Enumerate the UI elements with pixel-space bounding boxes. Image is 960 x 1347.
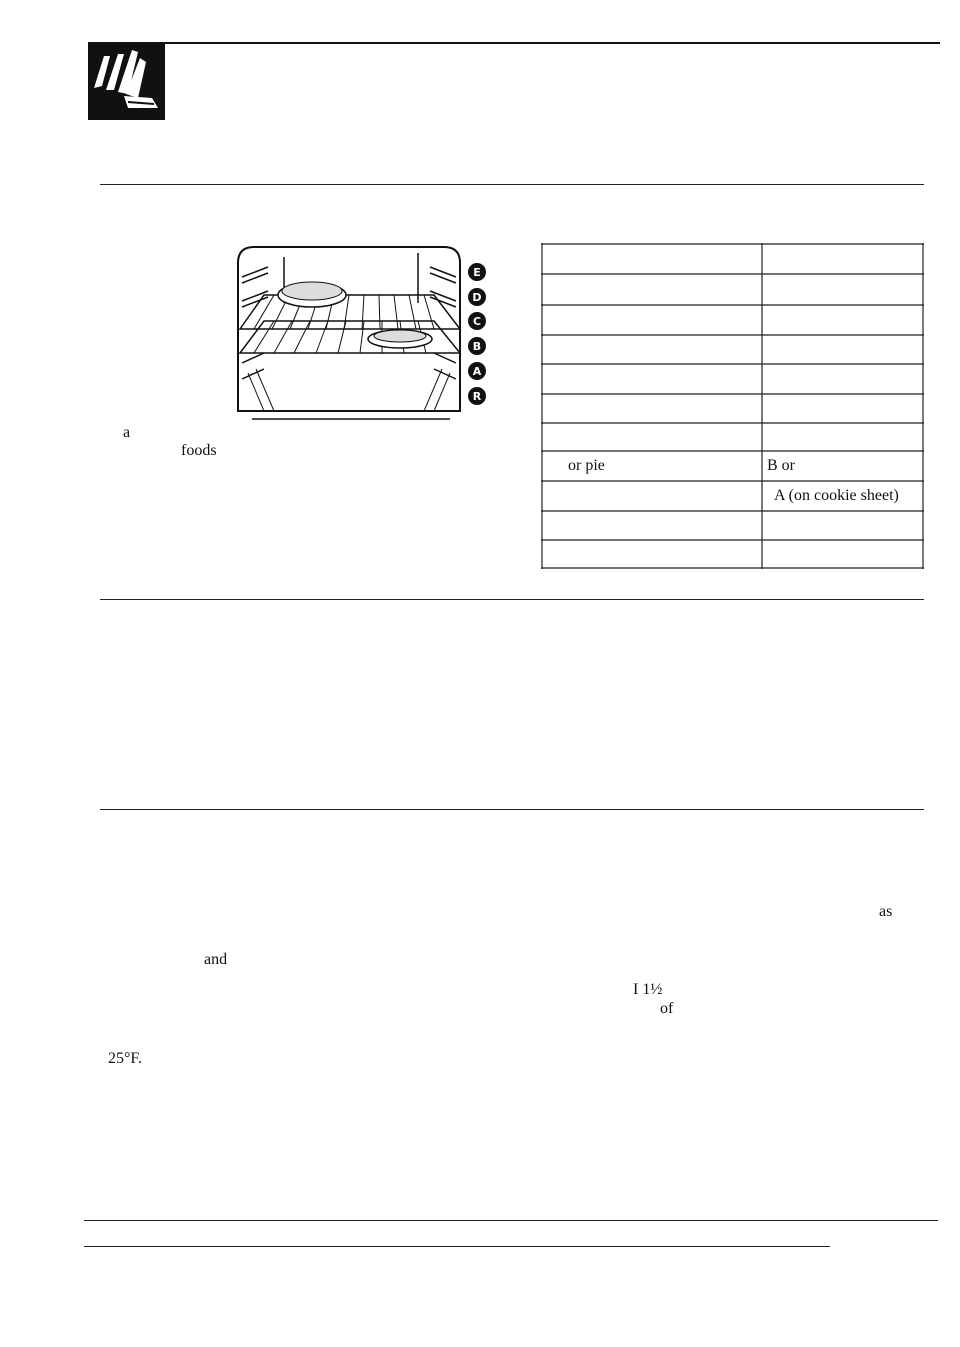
section-divider <box>100 809 924 810</box>
text-fragment-and: and <box>204 951 228 968</box>
rack-position-labels <box>466 263 488 409</box>
section-divider <box>100 184 924 185</box>
text-fragment-of: of <box>660 1000 674 1017</box>
table-row <box>541 336 924 363</box>
text-fragment-temperature: 25°F. <box>108 1050 143 1067</box>
rack-position-table <box>541 243 924 569</box>
caption-fragment-foods: foods <box>181 442 217 459</box>
footer-rule <box>84 1246 830 1247</box>
rack-label-a: A <box>472 365 482 378</box>
table-row: A (on cookie sheet) <box>774 487 899 504</box>
table-row <box>541 366 924 393</box>
table-row <box>541 541 924 568</box>
rack-label-r: R <box>472 390 482 403</box>
table-row <box>541 247 924 274</box>
rack-label-e: E <box>473 266 481 279</box>
table-row <box>541 277 924 304</box>
header-rule <box>88 42 940 44</box>
oven-rack-illustration <box>234 243 464 421</box>
section-divider <box>100 599 924 600</box>
footer-rule <box>84 1220 938 1221</box>
table-row <box>541 424 924 451</box>
rack-label-d: D <box>472 291 482 304</box>
caption-fragment-a: a <box>123 424 131 441</box>
table-row: or pie B or <box>568 457 795 474</box>
table-row <box>541 307 924 334</box>
rack-label-b: B <box>472 340 482 353</box>
rack-label-c: C <box>472 315 482 328</box>
hand-pressing-pad-icon <box>88 42 165 120</box>
text-fragment-one-and-half: I 1½ <box>633 981 663 998</box>
text-fragment-as: as <box>879 903 893 920</box>
table-row <box>541 512 924 539</box>
table-row <box>541 395 924 422</box>
